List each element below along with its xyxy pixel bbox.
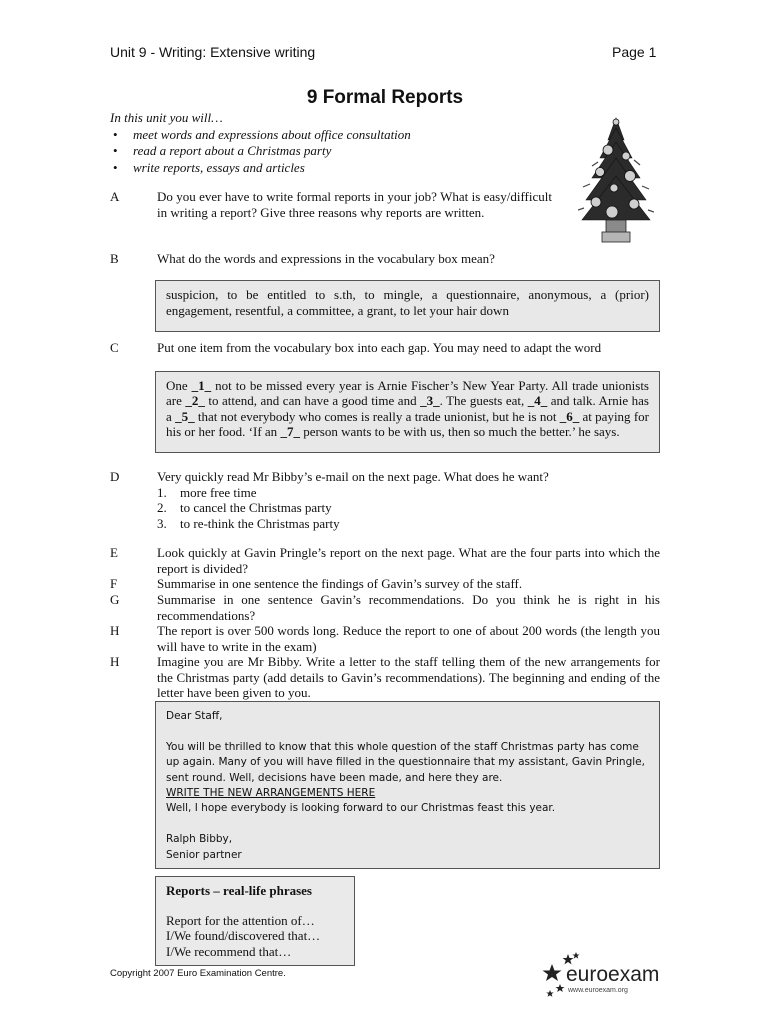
exercise-letter: F (110, 576, 118, 591)
exercise-text: Very quickly read Mr Bibby’s e-mail on the next page. What does he want? (157, 469, 549, 484)
gap-text: at paying for his or her food. ‘If an (166, 408, 649, 439)
phrase-item: I/We recommend that… (166, 943, 292, 959)
exercise-e (110, 545, 660, 576)
vocabulary-text: suspicion, to be entitled to s.th, to mingle, a questionnaire, anonymous, a (prior) engagement, resentful, a committee, a grant, to let your hair down (166, 287, 649, 318)
gap-text: person wants to be with us, then so much the better.’ he says. (299, 423, 620, 439)
option-number: 2. (157, 500, 167, 515)
intro-bullet: • write reports, essays and articles (110, 160, 550, 177)
vocabulary-box (155, 280, 660, 332)
phrase-item: Report for the attention of… (166, 912, 315, 928)
intro-bullet: • read a report about a Christmas party (110, 143, 550, 160)
option-number: 3. (157, 515, 167, 531)
phrases-title: Reports – real-life phrases (166, 883, 312, 898)
option-item (157, 485, 660, 501)
exercise-text: Look quickly at Gavin Pringle’s report on the next page. What are the four parts into which the report is divided? (157, 545, 660, 576)
exercise-text: Do you ever have to write formal reports in your job? What is easy/difficult in writing a report? Give three reasons why reports are written. (157, 189, 552, 220)
letter-closing: Well, I hope everybody is looking forward to our Christmas feast this year. (166, 802, 556, 815)
exercise-g (110, 592, 660, 623)
euroexam-logo (538, 950, 663, 1000)
page-title: 9 Formal Reports (306, 87, 464, 108)
exercise-letter: G (110, 592, 120, 607)
logo-wordmark: euroexam (566, 963, 660, 986)
phrase-item: I/We found/discovered that… (166, 928, 321, 943)
gap-4: _4_ (527, 393, 548, 409)
exercise-h-letter (110, 654, 660, 701)
logo-url: www.euroexam.org (568, 987, 628, 994)
gap-7: _7_ (280, 423, 300, 439)
exercise-d (110, 469, 660, 531)
exercise-text: Put one item from the vocabulary box into each gap. You may need to adapt the word (157, 340, 602, 355)
intro-lead: In this unit you will… (110, 110, 223, 125)
phrases-box (155, 876, 355, 966)
gap-5: _5_ (175, 408, 195, 424)
exercise-b (110, 251, 660, 267)
exercise-f (110, 576, 660, 592)
gap-6: _6_ (559, 408, 580, 424)
exercise-c (110, 340, 660, 356)
christmas-tree-icon (578, 112, 654, 250)
exercise-letter: A (110, 189, 120, 204)
option-item (157, 516, 660, 532)
letter-box (155, 701, 660, 869)
letter-body: You will be thrilled to know that this whole question of the staff Christmas party has come up again. Many of you will have filled in the questionnaire that my assistant, Gavin Pringle, sent round. Well, decisions have been made, and here they are. (166, 740, 645, 784)
letter-placeholder: WRITE THE NEW ARRANGEMENTS HERE (166, 787, 376, 800)
header-unit: Unit 9 - Writing: Extensive writing (110, 44, 316, 60)
exercise-text: What do the words and expressions in the vocabulary box mean? (157, 251, 495, 266)
exercise-letter: B (110, 251, 119, 266)
exercise-text: Imagine you are Mr Bibby. Write a letter to the staff telling them of the new arrangements for the Christmas party (add details to Gavin’s recommendations). The beginning and ending of the letter have been given to you. (157, 654, 660, 700)
gap-text: to attend, and can have a good time and (204, 393, 421, 409)
gap-text: not to be missed every year is Arnie Fischer’s New Year Party. All trade unionists are (166, 378, 649, 409)
gap-fill-box (155, 371, 660, 453)
header-page: Page 1 (612, 44, 657, 60)
gap-text: that not everybody who comes is really a trade unionist, but he is not (194, 408, 560, 424)
exercise-a (110, 189, 552, 220)
exercise-text: Summarise in one sentence Gavin’s recommendations. Do you think he is right in his recommendations? (157, 592, 660, 623)
option-item (157, 500, 660, 516)
letter-signature-name: Ralph Bibby, (166, 833, 233, 846)
gap-2: _2_ (185, 393, 205, 409)
intro (110, 110, 550, 176)
option-text: more free time (180, 484, 257, 500)
option-number: 1. (157, 484, 167, 500)
option-list (157, 485, 660, 532)
exercise-h-reduce (110, 623, 660, 654)
exercise-text: Summarise in one sentence the findings of Gavin’s survey of the staff. (157, 576, 523, 591)
exercise-letter: H (110, 654, 120, 669)
intro-bullet: • meet words and expressions about office consultation (110, 127, 550, 144)
exercise-letter: H (110, 623, 120, 638)
gap-3: _3_ (420, 393, 440, 409)
letter-signature-title: Senior partner (166, 848, 242, 861)
gap-text: . The guests eat, (439, 393, 528, 409)
intro-list (110, 127, 550, 177)
exercise-letter: C (110, 340, 119, 355)
copyright: Copyright 2007 Euro Examination Centre. (110, 968, 286, 979)
gap-text: and talk. Arnie has a (166, 393, 649, 424)
option-text: to re-think the Christmas party (180, 515, 340, 531)
gap-1: _1_ (191, 378, 212, 393)
gap-text: One (166, 378, 192, 393)
exercise-letter: D (110, 469, 120, 484)
exercise-text: The report is over 500 words long. Reduce the report to one of about 200 words (the length you will have to write in the exam) (157, 623, 660, 654)
option-text: to cancel the Christmas party (180, 500, 332, 515)
exercise-letter: E (110, 545, 118, 560)
letter-salutation: Dear Staff, (166, 710, 223, 722)
